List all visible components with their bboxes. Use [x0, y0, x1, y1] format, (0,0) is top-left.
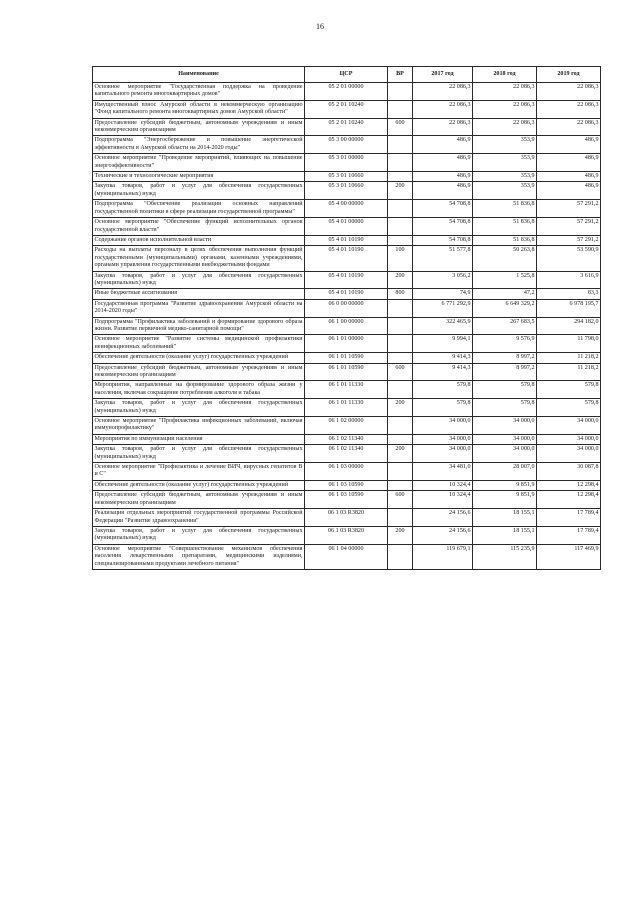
cell-name: Мероприятия по иммунизации населения — [93, 434, 305, 444]
header-vr: ВР — [388, 67, 413, 83]
table-row — [93, 491, 601, 509]
cell-2017: 10 324,4 — [413, 480, 473, 490]
cell-vr — [388, 509, 413, 527]
table-row — [93, 463, 601, 481]
cell-name: Закупка товаров, работ и услуг для обеспечения государственных (муниципальных) нужд — [93, 182, 305, 200]
cell-2019: 22 086,3 — [537, 100, 601, 118]
cell-name: Содержание органов исполнительной власти — [93, 235, 305, 245]
cell-2017: 3 056,2 — [413, 271, 473, 289]
cell-csr: 06 1 03 10590 — [305, 491, 388, 509]
cell-2018: 9 576,9 — [473, 335, 537, 353]
header-2017: 2017 год — [413, 67, 473, 83]
cell-csr: 06 0 00 00000 — [305, 299, 388, 317]
cell-name: Основное мероприятие "Государственная поддержка на проведение капитального ремонта многоквартирных домов" — [93, 83, 305, 101]
cell-2017: 322 465,9 — [413, 317, 473, 335]
cell-vr: 800 — [388, 289, 413, 299]
cell-2017: 34 000,0 — [413, 417, 473, 435]
cell-vr — [388, 100, 413, 118]
cell-csr: 05 4 01 10190 — [305, 271, 388, 289]
cell-name: Основное мероприятие "Проведение мероприятий, влияющих на повышение энергоэффективности" — [93, 154, 305, 172]
cell-2017: 54 708,8 — [413, 235, 473, 245]
cell-vr: 200 — [388, 526, 413, 544]
cell-name: Мероприятия, направленные на формирование здорового образа жизни у населения, включая сокращение потребления алкоголя и табака — [93, 381, 305, 399]
cell-vr — [388, 353, 413, 363]
header-csr: ЦСР — [305, 67, 388, 83]
cell-2018: 115 235,9 — [473, 544, 537, 569]
cell-vr — [388, 463, 413, 481]
cell-2017: 54 708,8 — [413, 218, 473, 236]
cell-vr — [388, 480, 413, 490]
cell-name: Реализация отдельных мероприятий государственной программы Российской Федерации "Развитие здравоохранения" — [93, 509, 305, 527]
cell-2018: 51 836,8 — [473, 235, 537, 245]
cell-2019: 53 590,9 — [537, 246, 601, 271]
cell-2018: 28 007,0 — [473, 463, 537, 481]
cell-2018: 9 851,9 — [473, 491, 537, 509]
cell-vr: 100 — [388, 246, 413, 271]
cell-vr — [388, 136, 413, 154]
table-row — [93, 299, 601, 317]
cell-csr: 06 1 01 10590 — [305, 353, 388, 363]
cell-name: Закупка товаров, работ и услуг для обеспечения государственных (муниципальных) нужд — [93, 271, 305, 289]
table-row — [93, 509, 601, 527]
cell-vr: 600 — [388, 363, 413, 381]
cell-2017: 486,9 — [413, 154, 473, 172]
cell-2019: 30 087,8 — [537, 463, 601, 481]
cell-csr: 05 3 01 10660 — [305, 172, 388, 182]
cell-vr — [388, 200, 413, 218]
cell-2018: 47,2 — [473, 289, 537, 299]
cell-2019: 6 978 195,7 — [537, 299, 601, 317]
cell-2018: 51 836,8 — [473, 200, 537, 218]
table-row — [93, 399, 601, 417]
cell-name: Закупка товаров, работ и услуг для обеспечения государственных (муниципальных) нужд — [93, 526, 305, 544]
cell-2019: 57 291,2 — [537, 235, 601, 245]
table-row — [93, 235, 601, 245]
cell-2019: 294 182,0 — [537, 317, 601, 335]
cell-2018: 50 263,8 — [473, 246, 537, 271]
cell-2019: 486,9 — [537, 154, 601, 172]
cell-name: Обеспечение деятельности (оказание услуг) государственных учреждений — [93, 480, 305, 490]
cell-2018: 18 155,1 — [473, 526, 537, 544]
cell-csr: 05 2 01 10240 — [305, 118, 388, 136]
cell-2018: 6 649 329,2 — [473, 299, 537, 317]
cell-2018: 9 851,9 — [473, 480, 537, 490]
cell-name: Подпрограмма "Обеспечение реализации основных направлений государственной политики в сфере реализации государственной программы" — [93, 200, 305, 218]
page-number: 16 — [316, 22, 324, 31]
cell-2017: 24 156,6 — [413, 526, 473, 544]
cell-csr: 06 1 03 R3820 — [305, 526, 388, 544]
cell-2018: 34 000,0 — [473, 445, 537, 463]
table-row — [93, 83, 601, 101]
cell-2018: 22 086,3 — [473, 100, 537, 118]
cell-2018: 18 155,1 — [473, 509, 537, 527]
cell-csr: 06 1 02 11340 — [305, 445, 388, 463]
cell-vr — [388, 299, 413, 317]
header-2018: 2018 год — [473, 67, 537, 83]
cell-2019: 579,8 — [537, 399, 601, 417]
cell-vr — [388, 83, 413, 101]
cell-csr: 06 1 03 R3820 — [305, 509, 388, 527]
cell-csr: 05 4 01 00000 — [305, 218, 388, 236]
cell-name: Подпрограмма "Энергосбережение и повышение энергетической эффективности в Амурской области на 2014-2020 годы" — [93, 136, 305, 154]
cell-2017: 579,8 — [413, 381, 473, 399]
table-row — [93, 182, 601, 200]
cell-name: Иные бюджетные ассигнования — [93, 289, 305, 299]
cell-2019: 17 789,4 — [537, 509, 601, 527]
cell-csr: 06 1 01 11330 — [305, 399, 388, 417]
cell-2018: 353,9 — [473, 182, 537, 200]
cell-2017: 486,9 — [413, 172, 473, 182]
cell-csr: 05 2 01 10240 — [305, 100, 388, 118]
table-row — [93, 317, 601, 335]
cell-vr — [388, 544, 413, 569]
cell-2017: 579,8 — [413, 399, 473, 417]
table-row — [93, 417, 601, 435]
table-row — [93, 218, 601, 236]
cell-vr — [388, 434, 413, 444]
cell-2017: 6 771 292,9 — [413, 299, 473, 317]
cell-vr — [388, 417, 413, 435]
cell-2017: 9 994,1 — [413, 335, 473, 353]
cell-name: Обеспечение деятельности (оказание услуг) государственных учреждений — [93, 353, 305, 363]
cell-2017: 54 708,8 — [413, 200, 473, 218]
cell-2017: 10 324,4 — [413, 491, 473, 509]
cell-vr — [388, 218, 413, 236]
cell-name: Закупка товаров, работ и услуг для обеспечения государственных (муниципальных) нужд — [93, 399, 305, 417]
cell-vr: 200 — [388, 271, 413, 289]
cell-2018: 579,8 — [473, 399, 537, 417]
cell-2019: 11 218,2 — [537, 363, 601, 381]
cell-name: Предоставление субсидий бюджетным, автономным учреждениям и иным некоммерческим организациям — [93, 363, 305, 381]
cell-name: Подпрограмма "Профилактика заболеваний и формирование здорового образа жизни. Развитие первичной медико-санитарной помощи" — [93, 317, 305, 335]
cell-csr: 06 1 03 10590 — [305, 480, 388, 490]
cell-2017: 22 086,3 — [413, 118, 473, 136]
cell-2017: 34 481,0 — [413, 463, 473, 481]
table-body — [93, 83, 601, 570]
cell-2019: 34 000,0 — [537, 417, 601, 435]
cell-vr — [388, 335, 413, 353]
cell-csr: 06 1 02 00000 — [305, 417, 388, 435]
cell-csr: 05 2 01 00000 — [305, 83, 388, 101]
cell-2019: 3 616,9 — [537, 271, 601, 289]
cell-2017: 34 000,0 — [413, 434, 473, 444]
cell-name: Государственная программа "Развитие здравоохранения Амурской области на 2014-2020 годы" — [93, 299, 305, 317]
table-row — [93, 172, 601, 182]
cell-vr — [388, 317, 413, 335]
cell-2018: 34 000,0 — [473, 417, 537, 435]
cell-name: Основное мероприятие "Развитие системы медицинской профилактики неинфекционных заболеваний" — [93, 335, 305, 353]
cell-name: Расходы на выплаты персоналу в целях обеспечения выполнения функций государственными (муниципальными) органами, казенными учреждениями, органами управления государственными внебюджетными фондами — [93, 246, 305, 271]
table-row — [93, 363, 601, 381]
cell-name: Основное мероприятие "Обеспечение функций исполнительных органов государственной власти" — [93, 218, 305, 236]
cell-2017: 22 086,3 — [413, 83, 473, 101]
cell-2019: 12 298,4 — [537, 491, 601, 509]
cell-vr: 200 — [388, 399, 413, 417]
cell-2019: 34 000,0 — [537, 445, 601, 463]
cell-csr: 06 1 02 11340 — [305, 434, 388, 444]
cell-name: Имущественный взнос Амурской области в некоммерческую организацию "Фонд капитального ремонта многоквартирных домов Амурской области" — [93, 100, 305, 118]
table-row — [93, 353, 601, 363]
cell-vr — [388, 381, 413, 399]
cell-vr: 600 — [388, 491, 413, 509]
cell-2018: 353,9 — [473, 172, 537, 182]
table-row — [93, 381, 601, 399]
cell-2018: 353,9 — [473, 136, 537, 154]
cell-vr — [388, 172, 413, 182]
cell-csr: 06 1 00 00000 — [305, 317, 388, 335]
cell-name: Предоставление субсидий бюджетным, автономным учреждениям и иным некоммерческим организациям — [93, 491, 305, 509]
cell-2017: 34 000,0 — [413, 445, 473, 463]
table-row — [93, 200, 601, 218]
table-row — [93, 335, 601, 353]
cell-name: Основное мероприятие "Профилактика инфекционных заболеваний, включая иммунопрофилактику" — [93, 417, 305, 435]
cell-2018: 51 836,8 — [473, 218, 537, 236]
cell-2019: 11 218,2 — [537, 353, 601, 363]
cell-2017: 24 156,6 — [413, 509, 473, 527]
cell-vr — [388, 154, 413, 172]
table-row — [93, 100, 601, 118]
cell-csr: 05 4 00 00000 — [305, 200, 388, 218]
table-row — [93, 154, 601, 172]
cell-2018: 579,8 — [473, 381, 537, 399]
header-2019: 2019 год — [537, 67, 601, 83]
cell-2017: 51 577,8 — [413, 246, 473, 271]
cell-csr: 06 1 01 10590 — [305, 363, 388, 381]
cell-vr: 200 — [388, 445, 413, 463]
table-header-row — [93, 67, 601, 83]
cell-2017: 9 414,3 — [413, 363, 473, 381]
cell-name: Предоставление субсидий бюджетным, автономным учреждениям и иным некоммерческим организациям — [93, 118, 305, 136]
header-name: Наименование — [93, 67, 305, 83]
cell-2019: 486,9 — [537, 172, 601, 182]
cell-2019: 117 469,9 — [537, 544, 601, 569]
table-row — [93, 271, 601, 289]
cell-name: Технические и технологические мероприятия — [93, 172, 305, 182]
cell-2019: 57 291,2 — [537, 218, 601, 236]
cell-2018: 1 525,8 — [473, 271, 537, 289]
cell-2019: 22 086,3 — [537, 83, 601, 101]
table-row — [93, 526, 601, 544]
cell-2019: 83,3 — [537, 289, 601, 299]
cell-csr: 05 3 01 00000 — [305, 154, 388, 172]
cell-2019: 17 789,4 — [537, 526, 601, 544]
cell-csr: 06 1 04 00000 — [305, 544, 388, 569]
table-row — [93, 118, 601, 136]
cell-2019: 22 086,3 — [537, 118, 601, 136]
cell-csr: 05 3 01 10660 — [305, 182, 388, 200]
cell-2019: 12 298,4 — [537, 480, 601, 490]
cell-vr: 600 — [388, 118, 413, 136]
table-row — [93, 289, 601, 299]
cell-2018: 8 997,2 — [473, 353, 537, 363]
cell-2019: 579,8 — [537, 381, 601, 399]
cell-name: Основное мероприятие "Профилактика и лечение ВИЧ, вирусных гепатитов В и С" — [93, 463, 305, 481]
table-row — [93, 136, 601, 154]
cell-2017: 486,9 — [413, 182, 473, 200]
cell-2017: 74,9 — [413, 289, 473, 299]
cell-2019: 11 798,0 — [537, 335, 601, 353]
table-row — [93, 434, 601, 444]
cell-csr: 05 4 01 10190 — [305, 246, 388, 271]
cell-csr: 06 1 01 11330 — [305, 381, 388, 399]
cell-2019: 486,9 — [537, 182, 601, 200]
cell-vr: 200 — [388, 182, 413, 200]
cell-2018: 8 997,2 — [473, 363, 537, 381]
table-row — [93, 445, 601, 463]
cell-2017: 119 679,1 — [413, 544, 473, 569]
cell-2018: 22 086,3 — [473, 83, 537, 101]
cell-csr: 05 4 01 10190 — [305, 289, 388, 299]
table-row — [93, 544, 601, 569]
cell-2018: 22 086,3 — [473, 118, 537, 136]
cell-2017: 486,9 — [413, 136, 473, 154]
cell-2019: 486,9 — [537, 136, 601, 154]
cell-2018: 267 683,5 — [473, 317, 537, 335]
cell-name: Основное мероприятие "Совершенствование механизмов обеспечения населения лекарственными препаратами, медицинскими изделиями, специализированными продуктами лечебного питания" — [93, 544, 305, 569]
cell-2019: 57 291,2 — [537, 200, 601, 218]
cell-2019: 34 000,0 — [537, 434, 601, 444]
cell-name: Закупка товаров, работ и услуг для обеспечения государственных (муниципальных) нужд — [93, 445, 305, 463]
table-row — [93, 480, 601, 490]
cell-csr: 05 4 01 10190 — [305, 235, 388, 245]
cell-2017: 22 086,3 — [413, 100, 473, 118]
cell-vr — [388, 235, 413, 245]
cell-2018: 34 000,0 — [473, 434, 537, 444]
budget-table — [92, 66, 601, 570]
cell-2017: 9 414,3 — [413, 353, 473, 363]
cell-csr: 06 1 01 00000 — [305, 335, 388, 353]
table-row — [93, 246, 601, 271]
cell-2018: 353,9 — [473, 154, 537, 172]
cell-csr: 05 3 00 00000 — [305, 136, 388, 154]
cell-csr: 06 1 03 00000 — [305, 463, 388, 481]
